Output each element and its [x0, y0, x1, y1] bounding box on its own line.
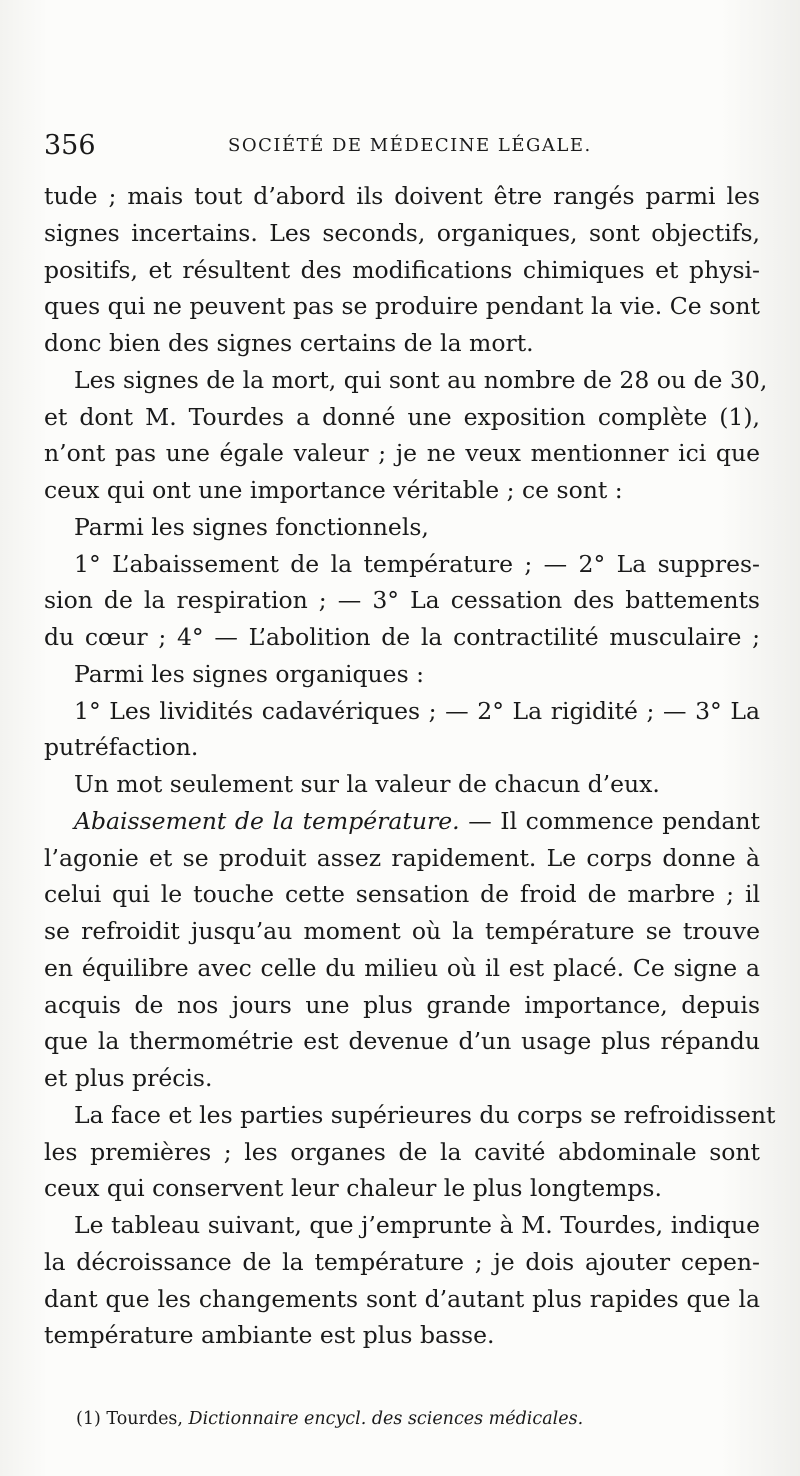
- text-line: Le tableau suivant, que j’emprunte à M. Tourdes, indique: [74, 1211, 760, 1239]
- text-line: putréfaction.: [44, 733, 199, 762]
- text-line: acquis de nos jours une plus grande importance, depuis: [44, 990, 760, 1019]
- text-line: les premières ; les organes de la cavité abdominale sont: [44, 1137, 760, 1166]
- text-line: ques qui ne peuvent pas se produire pendant la vie. Ce sont: [44, 292, 760, 321]
- text-line: et plus précis.: [44, 1064, 213, 1092]
- text-line: Les signes de la mort, qui sont au nombre de 28 ou de 30,: [74, 365, 768, 394]
- text-line: ceux qui ont une importance véritable ; ce sont :: [44, 476, 623, 504]
- text-line: ceux qui conservent leur chaleur le plus longtemps.: [44, 1174, 662, 1203]
- page-number: 356: [44, 130, 96, 161]
- text-line: dant que les changements sont d’autant plus rapides que la: [44, 1284, 760, 1313]
- body-text: [44, 178, 776, 1354]
- text-line: Un mot seulement sur la valeur de chacun d’eux.: [74, 770, 660, 798]
- page-header: [44, 128, 764, 164]
- footnote-title: Dictionnaire encycl. des sciences médicales.: [188, 1409, 584, 1429]
- text-line: 1° L’abaissement de la température ; — 2° La suppres-: [74, 549, 760, 578]
- text-line: sion de la respiration ; — 3° La cessation des battements: [44, 586, 760, 615]
- text-line: celui qui le touche cette sensation de froid de marbre ; il: [44, 880, 760, 909]
- text-line: que la thermométrie est devenue d’un usage plus répandu: [44, 1027, 760, 1056]
- text-line: Parmi les signes fonctionnels,: [74, 512, 429, 541]
- section-heading-line: [44, 803, 760, 840]
- running-head: SOCIÉTÉ DE MÉDECINE LÉGALE.: [228, 135, 592, 156]
- text-line: la décroissance de la température ; je dois ajouter cepen-: [44, 1247, 760, 1276]
- footnote: [76, 1404, 583, 1434]
- text-line: l’agonie et se produit assez rapidement. Le corps donne à: [44, 843, 760, 872]
- text-line: 1° Les lividités cadavériques ; — 2° La rigidité ; — 3° La: [74, 696, 760, 725]
- text-line: signes incertains. Les seconds, organiques, sont objectifs,: [44, 218, 760, 247]
- text-line: Parmi les signes organiques :: [74, 659, 425, 688]
- text-line: n’ont pas une égale valeur ; je ne veux mentionner ici que: [44, 439, 760, 468]
- text-line: donc bien des signes certains de la mort.: [44, 329, 534, 357]
- text-line: température ambiante est plus basse.: [44, 1321, 495, 1350]
- footnote-author: Tourdes,: [106, 1409, 183, 1429]
- text-line: du cœur ; 4° — L’abolition de la contractilité musculaire ;: [44, 623, 760, 651]
- text-line: La face et les parties supérieures du corps se refroidissent: [74, 1100, 776, 1129]
- text-fragment: — Il commence pendant: [468, 806, 760, 835]
- text-line: tude ; mais tout d’abord ils doivent être rangés parmi les: [44, 182, 760, 210]
- footnote-marker: (1): [76, 1409, 101, 1429]
- section-heading: Abaissement de la température.: [74, 806, 460, 835]
- text-line: se refroidit jusqu’au moment où la température se trouve: [44, 917, 760, 945]
- text-line: en équilibre avec celle du milieu où il est placé. Ce signe a: [44, 953, 760, 982]
- text-line: et dont M. Tourdes a donné une exposition complète (1),: [44, 402, 760, 431]
- text-line: positifs, et résultent des modifications chimiques et physi-: [44, 255, 760, 284]
